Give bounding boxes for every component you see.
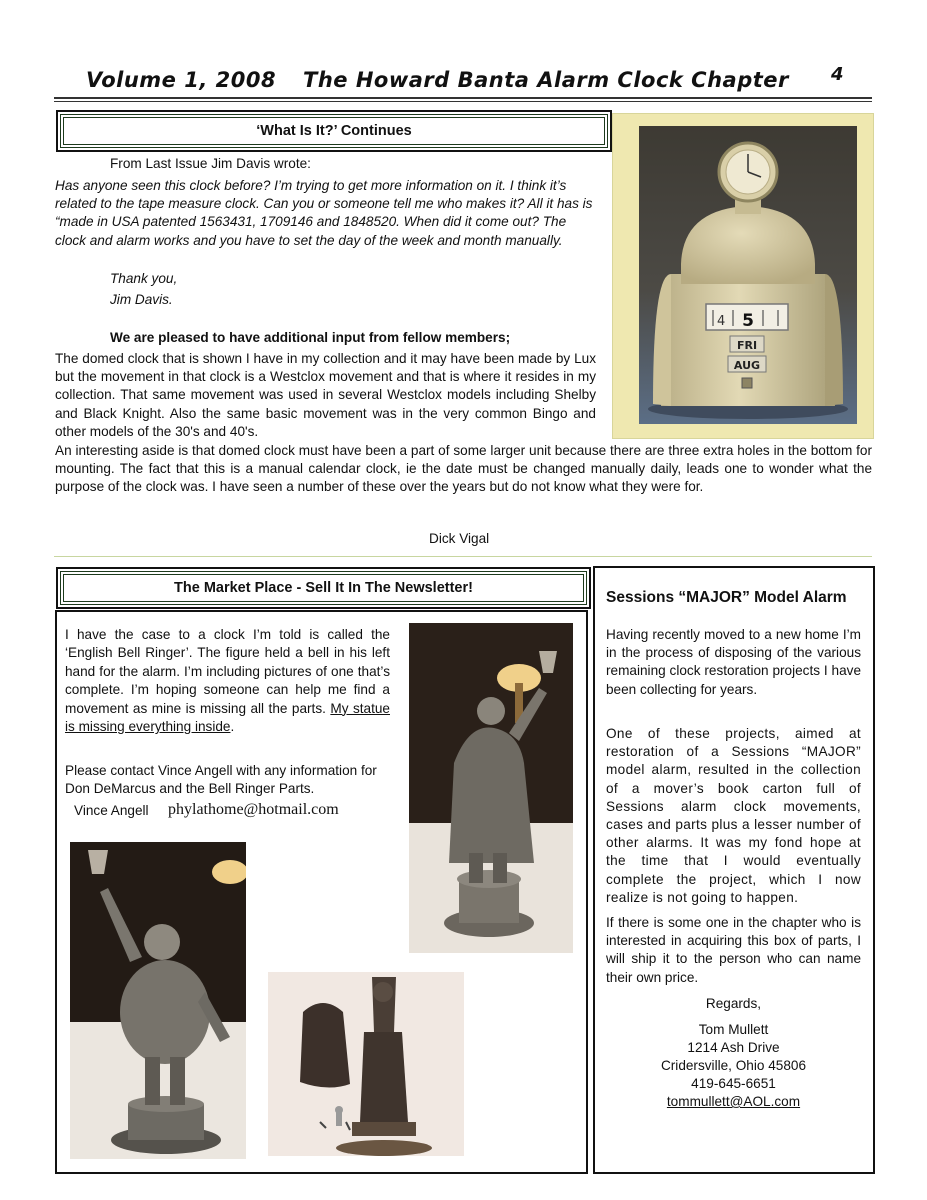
market-place-title: The Market Place - Sell It In The Newsletter!	[174, 580, 473, 596]
sessions-para-3: If there is some one in the chapter who is interested in acquiring this box of parts, I will ship it to the person who can name their own price.	[606, 915, 861, 985]
jim-davis-quote: Has anyone seen this clock before? I’m trying to get more information on it. I think it’s related to the tape measure clock. Can you or someone tell me who makes it? All it has is “made in USA patented 1563431, 1709146 and 1848520. When did it come out? The clock and alarm works and you have to set the day of the week and month manually.	[55, 178, 593, 248]
dial-number-left: 4	[717, 314, 726, 329]
market-place-title-box	[60, 571, 587, 605]
dick-vigal-para-1: The domed clock that is shown I have in my collection and it may have been made by Lux but the movement in that clock is a Westclox movement and that is where it resides in my collection. That same movement was used in several Westclox models including Shelby and Black Knight. Also the same basic movement was in the very common Bingo and other models of the 30's and 40's.	[55, 351, 596, 439]
bell-ringer-period: .	[230, 719, 235, 735]
members-subhead: We are pleased to have additional input from fellow members;	[110, 330, 511, 345]
bell-ringer-photo-back	[409, 623, 573, 953]
bell-ringer-parts-image	[268, 972, 464, 1156]
author-dick-vigal: Dick Vigal	[429, 531, 490, 546]
statue-missing-text: My statue is missing everything inside	[65, 700, 390, 735]
intro-line: From Last Issue Jim Davis wrote:	[110, 156, 311, 171]
sessions-para-1: Having recently moved to a new home I’m in the process of disposing of the various remaining clock restoration projects I have been collecting for years.	[606, 627, 861, 697]
newsletter-title: The Howard Banta Alarm Clock Chapter	[303, 68, 789, 92]
header-rule-top	[54, 97, 872, 99]
header-rule-bottom	[54, 101, 872, 102]
regards: Regards,	[705, 996, 762, 1011]
bell-ringer-front-image	[70, 842, 246, 1159]
signer-line: Jim Davis.	[110, 292, 173, 307]
contact-paragraph: Please contact Vince Angell with any information for Don DeMarcus and the Bell Ringer Parts.	[65, 763, 377, 797]
bell-ringer-paragraph	[65, 626, 390, 736]
bell-ringer-back-image	[409, 623, 573, 953]
domed-clock-photo	[612, 113, 874, 439]
contact-tom-mullett: Tom Mullett	[698, 1022, 769, 1037]
domed-clock-image	[613, 114, 873, 438]
thanks-line: Thank you,	[110, 271, 178, 286]
what-is-it-title: ‘What Is It?’ Continues	[256, 123, 412, 139]
dick-vigal-para-2: An interesting aside is that domed clock must have been a part of some larger unit because there are three extra holes in the bottom for mounting. The fact that this is a manual calendar clock, ie the date must be changed manually daily, leads one to wonder what the purpose of the clock was. I have seen a number of these over the years but do not know what they were for.	[55, 443, 872, 495]
bell-ringer-photo-front	[70, 842, 246, 1159]
dial-number: 5	[742, 311, 754, 331]
contact-email-tom[interactable]: tommullett@AOL.com	[666, 1094, 801, 1109]
sessions-title: Sessions “MAJOR” Model Alarm	[606, 589, 847, 606]
section-divider	[54, 556, 872, 557]
contact-city: Cridersville, Ohio 45806	[660, 1058, 807, 1073]
bell-ringer-text: I have the case to a clock I’m told is called the ‘English Bell Ringer’. The figure held a bell in his left hand for the alarm. I’m including pictures of one that’s complete. I’m hoping someone can help me find a movement as mine is missing all the parts.	[65, 627, 390, 716]
bell-ringer-parts-photo	[268, 972, 464, 1156]
page-number: 4	[831, 64, 845, 85]
contact-phone: 419-645-6651	[691, 1076, 776, 1091]
contact-email[interactable]: phylathome@hotmail.com	[168, 801, 339, 818]
what-is-it-title-box	[60, 114, 608, 148]
dial-day: FRI	[736, 339, 758, 352]
volume-label: Volume 1, 2008	[86, 68, 277, 92]
contact-street: 1214 Ash Drive	[687, 1040, 780, 1055]
dial-month: AUG	[733, 359, 761, 372]
sessions-para-2: One of these projects, aimed at restoration of a Sessions “MAJOR” model alarm, resulted in the collection of a mover’s book carton full of Sessions alarm clock movements, cases and parts plus a lesser number of other alarms. It was my fond hope at the time that I would eventually complete the project, which I now realize is not going to happen.	[606, 726, 861, 905]
contact-name: Vince Angell	[74, 803, 149, 818]
